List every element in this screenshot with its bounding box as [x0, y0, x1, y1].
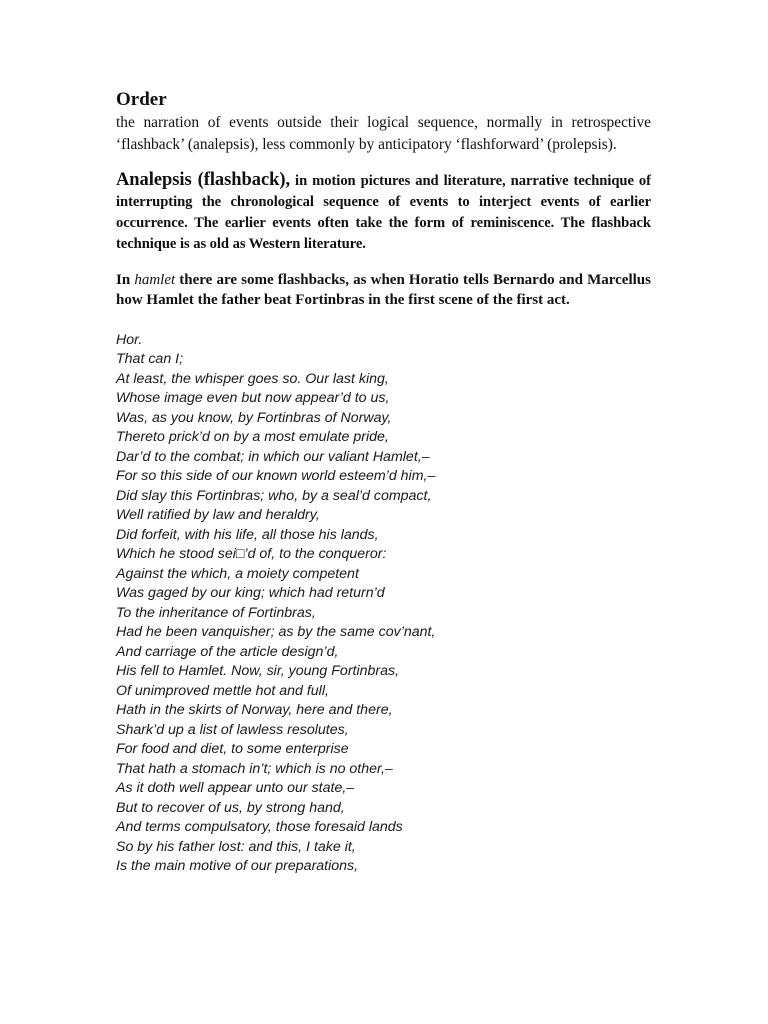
analepsis-paragraph: [116, 170, 651, 255]
verse-line: For food and diet, to some enterprise: [116, 741, 349, 758]
verse-line: Hor.: [116, 331, 143, 348]
verse-line: Did forfeit, with his life, all those his lands,: [116, 526, 379, 543]
verse-line: At least, the whisper goes so. Our last king,: [116, 370, 389, 387]
analepsis-definition: in motion pictures and literature, narrative technique of interrupting the chronological sequence of events to interject events of earlier occurrence. The earlier events often take the form of reminiscence. The flashback technique is as old as Western literature.: [116, 173, 651, 252]
verse-line: Had he been vanquisher; as by the same cov’nant,: [116, 624, 436, 641]
verse-line: Was gaged by our king; which had return’d: [116, 585, 385, 602]
hamlet-title: hamlet: [134, 271, 176, 288]
hamlet-intro-prefix: In: [116, 271, 135, 288]
verse-line: His fell to Hamlet. Now, sir, young Fortinbras,: [116, 663, 400, 680]
verse-line: Shark’d up a list of lawless resolutes,: [116, 721, 349, 738]
verse-line: But to recover of us, by strong hand,: [116, 799, 345, 816]
verse-line: Of unimproved mettle hot and full,: [116, 682, 329, 699]
verse-line: Thereto prick’d on by a most emulate pride,: [116, 429, 389, 446]
verse-block: [116, 331, 651, 877]
verse-line: That hath a stomach in’t; which is no other,–: [116, 760, 393, 777]
verse-line: That can I;: [116, 351, 184, 368]
document-page: [116, 88, 651, 877]
verse-line: And carriage of the article design’d,: [116, 643, 339, 660]
verse-line: Did slay this Fortinbras; who, by a seal’d compact,: [116, 487, 432, 504]
verse-line: As it doth well appear unto our state,–: [116, 780, 355, 797]
order-heading: Order: [116, 89, 167, 110]
verse-line: To the inheritance of Fortinbras,: [116, 604, 316, 621]
hamlet-intro-text: there are some flashbacks, as when Horatio tells Bernardo and Marcellus how Hamlet the father beat Fortinbras in the first scene of the first act.: [116, 271, 651, 309]
order-definition: the narration of events outside their logical sequence, normally in retrospective ‘flashback’ (analepsis), less commonly by anticipatory ‘flashforward’ (prolepsis).: [116, 114, 651, 153]
verse-line: Which he stood sei□’d of, to the conqueror:: [116, 546, 387, 563]
analepsis-term: Analepsis (flashback),: [116, 170, 291, 190]
hamlet-intro-paragraph: [116, 270, 651, 311]
verse-line: Well ratified by law and heraldry,: [116, 507, 320, 524]
verse-line: Was, as you know, by Fortinbras of Norway,: [116, 409, 392, 426]
verse-line: Dar’d to the combat; in which our valiant Hamlet,–: [116, 448, 430, 465]
verse-line: Whose image even but now appear’d to us,: [116, 390, 390, 407]
verse-line: Against the which, a moiety competent: [116, 565, 359, 582]
verse-line: And terms compulsatory, those foresaid lands: [116, 819, 403, 836]
verse-line: Hath in the skirts of Norway, here and there,: [116, 702, 393, 719]
verse-line: For so this side of our known world esteem’d him,–: [116, 468, 436, 485]
verse-line: Is the main motive of our preparations,: [116, 858, 359, 875]
verse-line: So by his father lost: and this, I take it,: [116, 838, 356, 855]
